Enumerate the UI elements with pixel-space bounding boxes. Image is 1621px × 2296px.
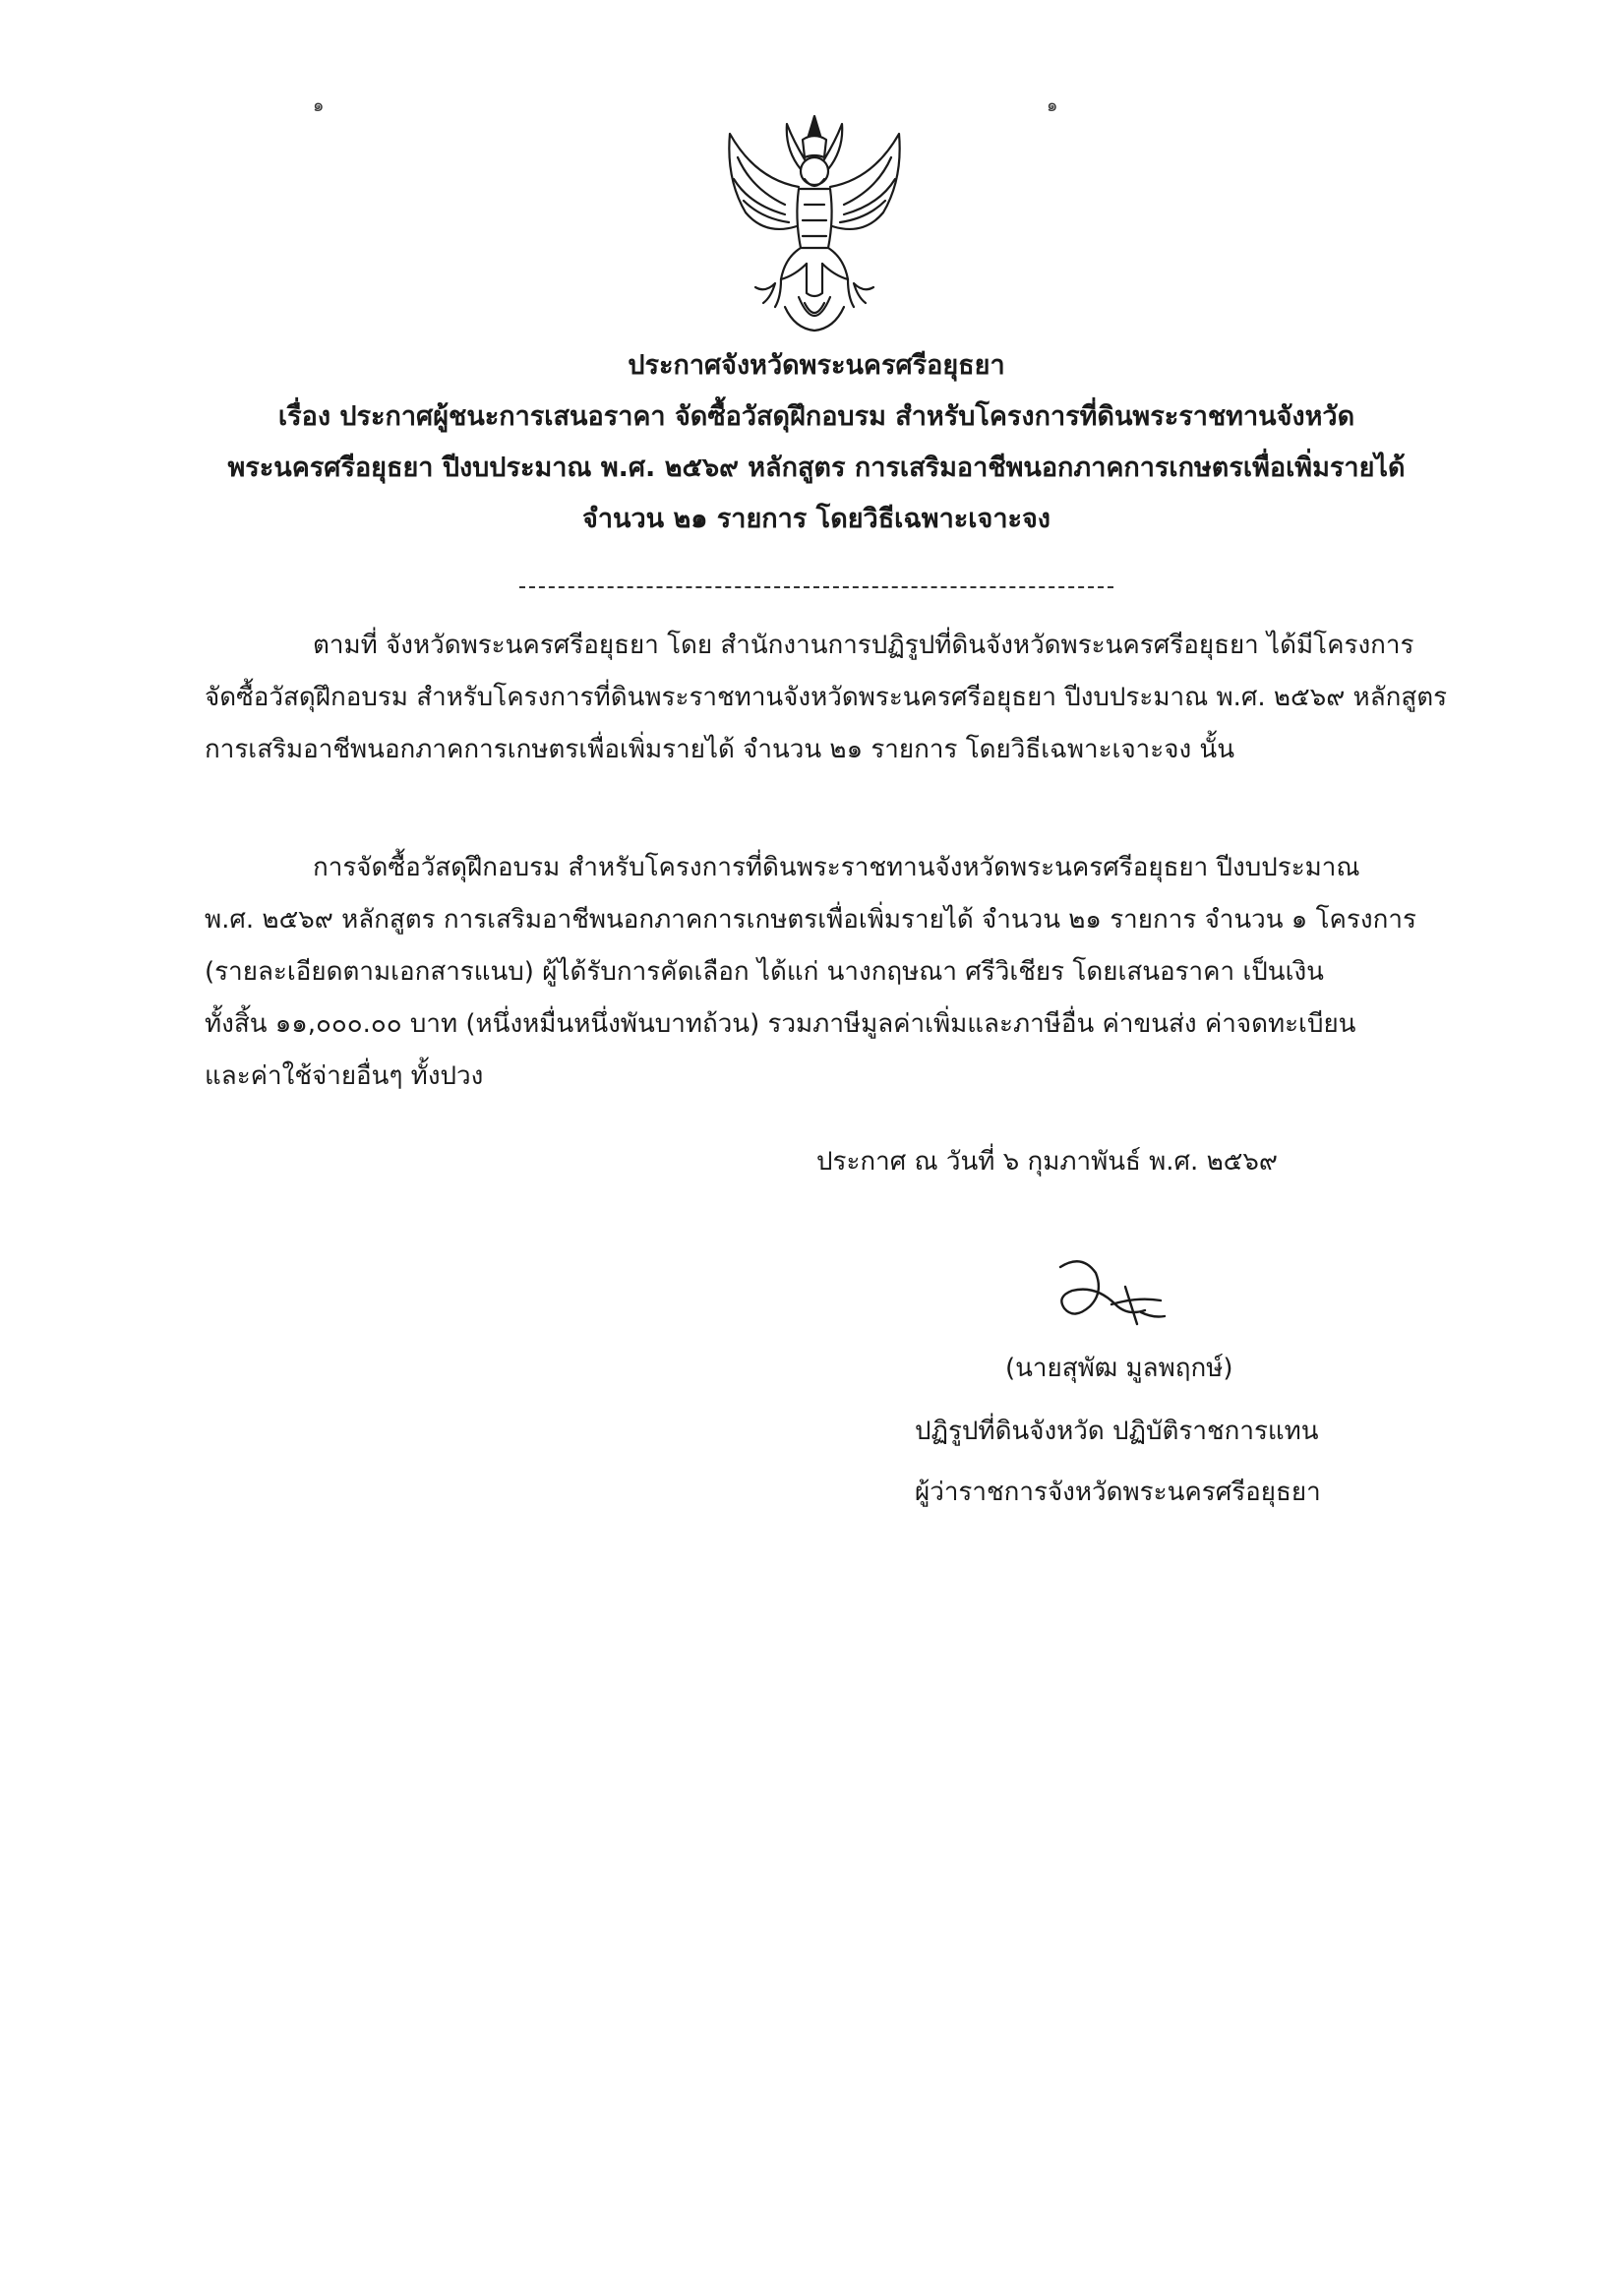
paragraph-2-line-4: ทั้งสิ้น ๑๑,๐๐๐.๐๐ บาท (หนึ่งหมื่นหนึ่งพันบาทถ้วน) รวมภาษีมูลค่าเพิ่มและภาษีอื่น ค่าขนส่ง ค่าจดทะเบียน bbox=[205, 1009, 1356, 1039]
document-title-block bbox=[157, 340, 1475, 545]
paragraph-2-line-3: (รายละเอียดตามเอกสารแนบ) ผู้ได้รับการคัดเลือก ได้แก่ นางกฤษณา ศรีวิเชียร โดยเสนอราคา เป็นเงิน bbox=[205, 957, 1324, 987]
page-mark-right: ๑ bbox=[1047, 95, 1058, 116]
paragraph-2-line-5: และค่าใช้จ่ายอื่นๆ ทั้งปวง bbox=[205, 1061, 484, 1091]
document-subject-line3: จำนวน ๒๑ รายการ โดยวิธีเฉพาะเจาะจง bbox=[582, 504, 1051, 534]
page-mark-left: ๑ bbox=[313, 95, 325, 116]
paragraph-1-line-1: ตามที่ จังหวัดพระนครศรีอยุธยา โดย สำนักงานการปฏิรูปที่ดินจังหวัดพระนครศรีอยุธยา ได้มีโครงการ bbox=[313, 631, 1414, 660]
paragraph-1-line-3: การเสริมอาชีพนอกภาคการเกษตรเพื่อเพิ่มรายได้ จำนวน ๒๑ รายการ โดยวิธีเฉพาะเจาะจง นั้น bbox=[205, 735, 1234, 764]
signer-name: (นายสุพัฒ มูลพฤกษ์) bbox=[1005, 1354, 1233, 1383]
announcement-date: ประกาศ ณ วันที่ ๖ กุมภาพันธ์ พ.ศ. ๒๕๖๙ bbox=[816, 1147, 1278, 1177]
garuda-emblem-icon bbox=[716, 110, 913, 336]
signer-position-1: ปฏิรูปที่ดินจังหวัด ปฏิบัติราชการแทน bbox=[915, 1417, 1319, 1446]
signer-position-2: ผู้ว่าราชการจังหวัดพระนครศรีอยุธยา bbox=[915, 1478, 1321, 1507]
document-subject-line2: พระนครศรีอยุธยา ปีงบประมาณ พ.ศ. ๒๕๖๙ หลักสูตร การเสริมอาชีพนอกภาคการเกษตรเพื่อเพิ่มรายได้ bbox=[227, 453, 1406, 483]
dashed-divider bbox=[519, 586, 1113, 588]
paragraph-2-line-1: การจัดซื้อวัสดุฝึกอบรม สำหรับโครงการที่ดินพระราชทานจังหวัดพระนครศรีอยุธยา ปีงบประมาณ bbox=[313, 853, 1360, 882]
handwritten-signature-icon bbox=[1043, 1247, 1180, 1356]
document-subject-line1: เรื่อง ประกาศผู้ชนะการเสนอราคา จัดซื้อวัสดุฝึกอบรม สำหรับโครงการที่ดินพระราชทานจังหวัด bbox=[277, 401, 1355, 432]
paragraph-2-line-2: พ.ศ. ๒๕๖๙ หลักสูตร การเสริมอาชีพนอกภาคการเกษตรเพื่อเพิ่มรายได้ จำนวน ๒๑ รายการ จำนวน ๑ โครงการ bbox=[205, 905, 1416, 935]
paragraph-1 bbox=[205, 620, 1448, 776]
document-title: ประกาศจังหวัดพระนครศรีอยุธยา bbox=[628, 350, 1005, 381]
paragraph-1-line-2: จัดซื้อวัสดุฝึกอบรม สำหรับโครงการที่ดินพระราชทานจังหวัดพระนครศรีอยุธยา ปีงบประมาณ พ.ศ. ๒๕๖๙ หลักสูตร bbox=[205, 683, 1448, 712]
paragraph-2 bbox=[205, 842, 1434, 1103]
